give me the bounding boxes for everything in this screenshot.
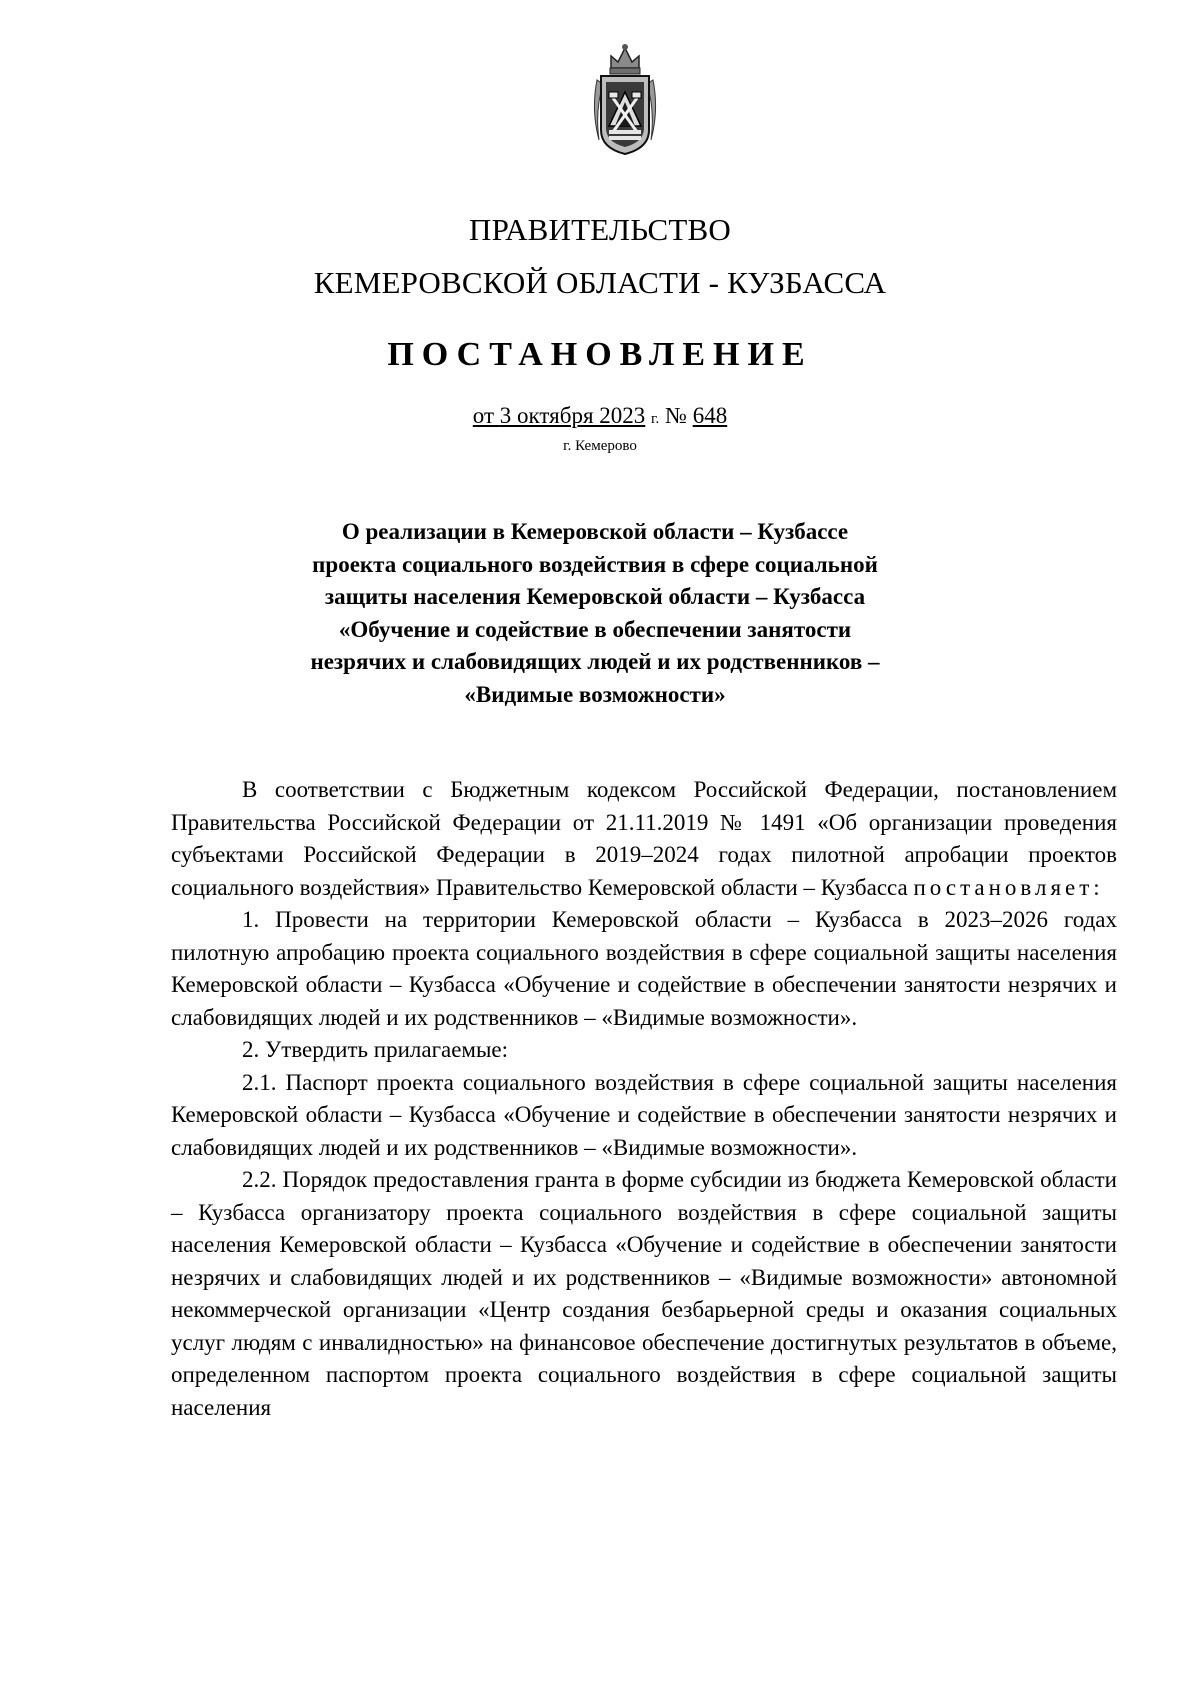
document-date-line (0, 403, 1200, 429)
year-suffix: г. (651, 411, 660, 427)
title-line: проекта социального воздействия в сфере социальной (312, 551, 878, 577)
item-2-paragraph: 2. Утвердить прилагаемые: (242, 1037, 509, 1062)
document-city: г. Кемерово (563, 438, 637, 454)
preamble-text: В соответствии с Бюджетным кодексом Российской Федерации, постановлением Правительства Российской Федерации от 21.11.2019 № 1491 «Об организации проведения субъектами Российской Федерации в 2019–2024 годах пилотной апробации проектов социального воздействия» Правительство Кемеровской области – Кузбасса (171, 777, 1117, 900)
government-name-line2: КЕМЕРОВСКОЙ ОБЛАСТИ - КУЗБАССА (313, 265, 887, 300)
document-number: 648 (692, 403, 728, 428)
title-line: «Видимые возможности» (464, 681, 726, 707)
document-type-heading: ПОСТАНОВЛЕНИЕ (387, 336, 813, 373)
document-title (270, 516, 920, 711)
preamble-paragraph (171, 774, 1117, 904)
date-prefix: от (472, 403, 495, 428)
resolves-word: постановляет (913, 874, 1094, 900)
item-2-2-paragraph: 2.2. Порядок предоставления гранта в форме субсидии из бюджета Кемеровской области – Кузбасса организатору проекта социального воздействия в сфере социальной защиты населения Кемеровской области – Кузбасса «Обучение и содействие в обеспечении занятости незрячих и слабовидящих людей и их родственников – «Видимые возможности» автономной некоммерческой организации «Центр создания безбарьерной среды и оказания социальных услуг людям с инвалидностью» на финансовое обеспечение достигнутых результатов в объеме, определенном паспортом проекта социального воздействия в сфере социальной защиты населения (171, 1167, 1117, 1420)
item-2-1-paragraph: 2.1. Паспорт проекта социального воздействия в сфере социальной защиты населения Кемеровской области – Кузбасса «Обучение и содействие в обеспечении занятости незрячих и слабовидящих людей и их родственников – «Видимые возможности». (171, 1069, 1117, 1160)
title-line: «Обучение и содействие в обеспечении занятости (338, 616, 852, 642)
document-date: 3 октября 2023 (499, 403, 646, 428)
document-body (171, 774, 1117, 1424)
item-1-paragraph: 1. Провести на территории Кемеровской области – Кузбасса в 2023–2026 годах пилотную апробацию проекта социального воздействия в сфере социальной защиты населения Кемеровской области – Кузбасса «Обучение и содействие в обеспечении занятости незрячих и слабовидящих людей и их родственников – «Видимые возможности». (171, 907, 1117, 1030)
number-sign: № (665, 403, 687, 428)
resolves-colon: : (1093, 874, 1100, 900)
government-name-line1: ПРАВИТЕЛЬСТВО (469, 212, 731, 247)
title-line: незрячих и слабовидящих людей и их родственников – (310, 649, 880, 674)
title-line: О реализации в Кемеровской области – Кузбассе (341, 519, 849, 544)
title-line: защиты населения Кемеровской области – Кузбасса (324, 584, 866, 609)
coat-of-arms-icon (589, 40, 661, 160)
